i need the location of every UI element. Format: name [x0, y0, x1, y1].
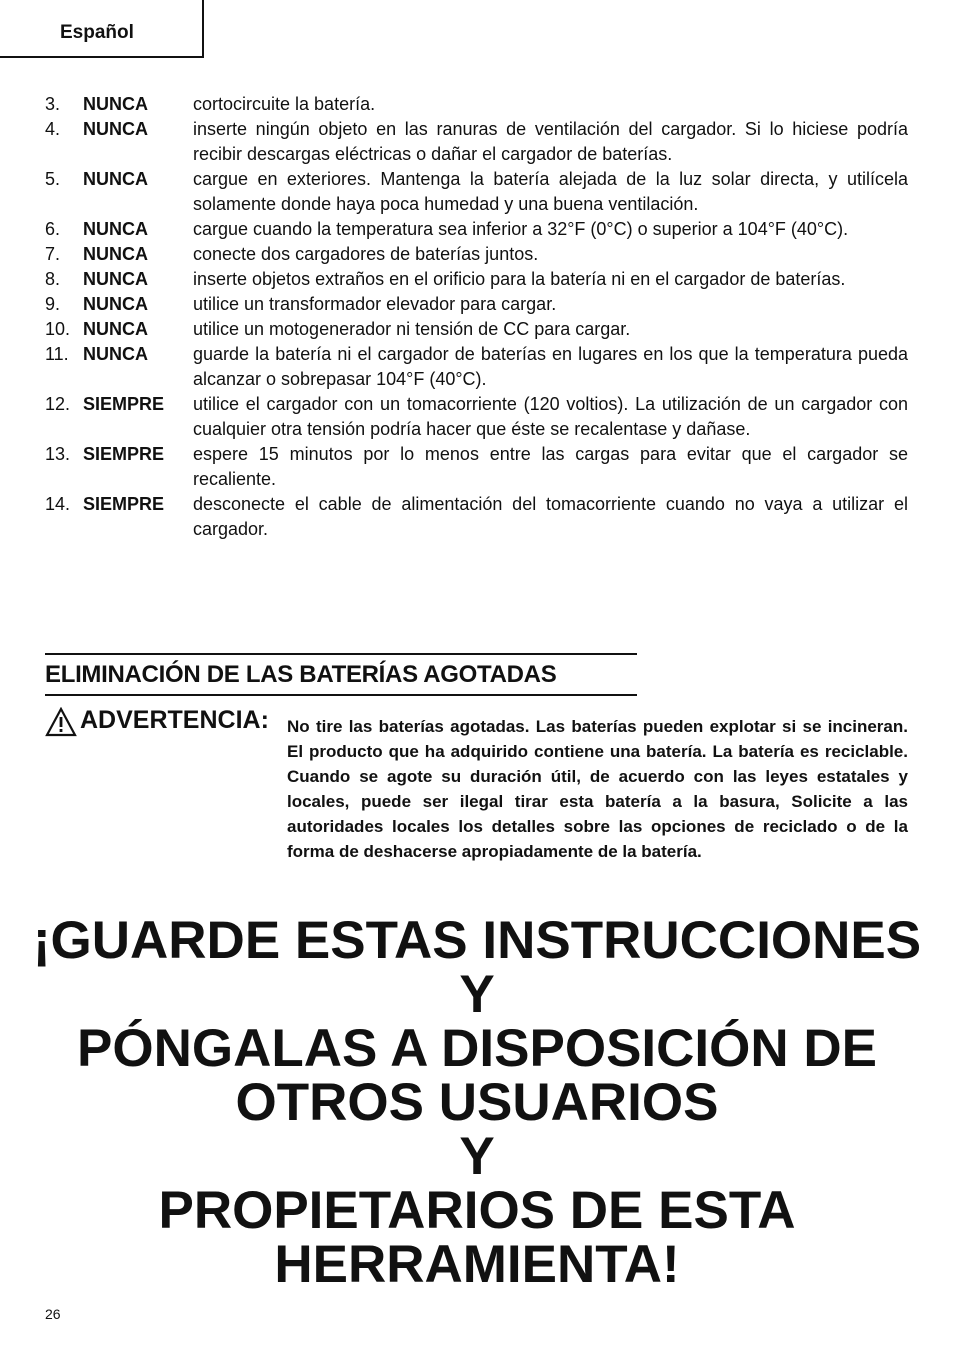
- rule-item: [45, 317, 908, 342]
- warning-label: ADVERTENCIA:: [80, 706, 269, 734]
- rule-keyword: NUNCA: [83, 294, 148, 314]
- rule-number: 10.: [45, 319, 71, 339]
- rule-item: [45, 342, 908, 392]
- rule-text: inserte ningún objeto en las ranuras de ventilación del cargador. Si lo hiciese podría recibir descargas eléctricas o dañar el cargador de baterías.: [193, 119, 908, 164]
- rule-number: 12.: [45, 394, 71, 414]
- language-label: Español: [60, 22, 134, 43]
- rule-item: [45, 217, 908, 242]
- rule-number: 7.: [45, 244, 61, 264]
- rule-item: [45, 167, 908, 217]
- rule-number: 11.: [45, 344, 69, 364]
- rule-number: 9.: [45, 294, 61, 314]
- warning-triangle-icon: [45, 707, 77, 737]
- section-title: ELIMINACIÓN DE LAS BATERÍAS AGOTADAS: [45, 661, 557, 688]
- rule-text: cortocircuite la batería.: [193, 94, 376, 114]
- language-tab: [0, 0, 204, 58]
- rule-keyword: NUNCA: [83, 319, 148, 339]
- rule-number: 6.: [45, 219, 61, 239]
- rule-text: conecte dos cargadores de baterías juntos.: [193, 244, 539, 264]
- rule-text: desconecte el cable de alimentación del tomacorriente cuando no vaya a utilizar el cargador.: [193, 494, 908, 539]
- rule-text: utilice un motogenerador ni tensión de CC para cargar.: [193, 319, 631, 339]
- rule-keyword: NUNCA: [83, 94, 148, 114]
- safety-rules-list: [45, 92, 908, 542]
- rule-text: guarde la batería ni el cargador de baterías en lugares en los que la temperatura pueda alcanzar o sobrepasar 104°F (40°C).: [193, 344, 908, 389]
- save-instructions-title: [20, 911, 934, 1294]
- title-line: PÓNGALAS A DISPOSICIÓN DE: [77, 1019, 877, 1078]
- rule-number: 4.: [45, 119, 61, 139]
- rule-item: [45, 242, 908, 267]
- rule-text: cargue cuando la temperatura sea inferior a 32°F (0°C) o superior a 104°F (40°C).: [193, 219, 849, 239]
- title-line: Y: [459, 965, 495, 1024]
- rule-item: [45, 492, 908, 542]
- rule-keyword: NUNCA: [83, 344, 148, 364]
- rule-keyword: NUNCA: [83, 219, 148, 239]
- rule-keyword: NUNCA: [83, 119, 148, 139]
- rule-item: [45, 117, 908, 167]
- rule-number: 3.: [45, 94, 61, 114]
- rule-number: 5.: [45, 169, 61, 189]
- title-line: HERRAMIENTA!: [274, 1235, 680, 1294]
- rule-item: [45, 442, 908, 492]
- rule-item: [45, 267, 908, 292]
- page-number: 26: [45, 1306, 61, 1322]
- rule-item: [45, 292, 908, 317]
- rule-keyword: NUNCA: [83, 244, 148, 264]
- rule-number: 14.: [45, 494, 71, 514]
- rule-keyword: SIEMPRE: [83, 444, 165, 464]
- rule-keyword: SIEMPRE: [83, 494, 165, 514]
- rule-text: espere 15 minutos por lo menos entre las cargas para evitar que el cargador se recaliente.: [193, 444, 908, 489]
- rule-number: 8.: [45, 269, 61, 289]
- rule-number: 13.: [45, 444, 71, 464]
- rule-text: utilice el cargador con un tomacorriente (120 voltios). La utilización de un cargador con cualquier otra tensión podría hacer que éste se recalentase y dañase.: [193, 394, 908, 439]
- rule-keyword: SIEMPRE: [83, 394, 165, 414]
- rule-keyword: NUNCA: [83, 269, 148, 289]
- title-line: PROPIETARIOS DE ESTA: [158, 1181, 796, 1240]
- warning-text: No tire las baterías agotadas. Las baterías pueden explotar si se incineran. El producto que ha adquirido contiene una batería. La batería es reciclable. Cuando se agote su duración útil, de acuerdo con las leyes estatales y locales, puede ser ilegal tirar esta batería a la basura, Solicite a las autoridades locales los detalles sobre las opciones de reciclado o de la forma de deshacerse apropiadamente de la batería.: [287, 717, 908, 861]
- rule-keyword: NUNCA: [83, 169, 148, 189]
- rule-text: inserte objetos extraños en el orificio para la batería ni en el cargador de baterías.: [193, 269, 846, 289]
- title-line: OTROS USUARIOS: [235, 1073, 719, 1132]
- rule-text: cargue en exteriores. Mantenga la batería alejada de la luz solar directa, y utilícela solamente donde haya poca humedad y una buena ventilación.: [193, 169, 908, 214]
- rule-item: [45, 92, 908, 117]
- rule-item: [45, 392, 908, 442]
- title-line: Y: [459, 1127, 495, 1186]
- section-heading: [45, 653, 637, 696]
- rule-text: utilice un transformador elevador para cargar.: [193, 294, 557, 314]
- title-line: ¡GUARDE ESTAS INSTRUCCIONES: [32, 911, 922, 970]
